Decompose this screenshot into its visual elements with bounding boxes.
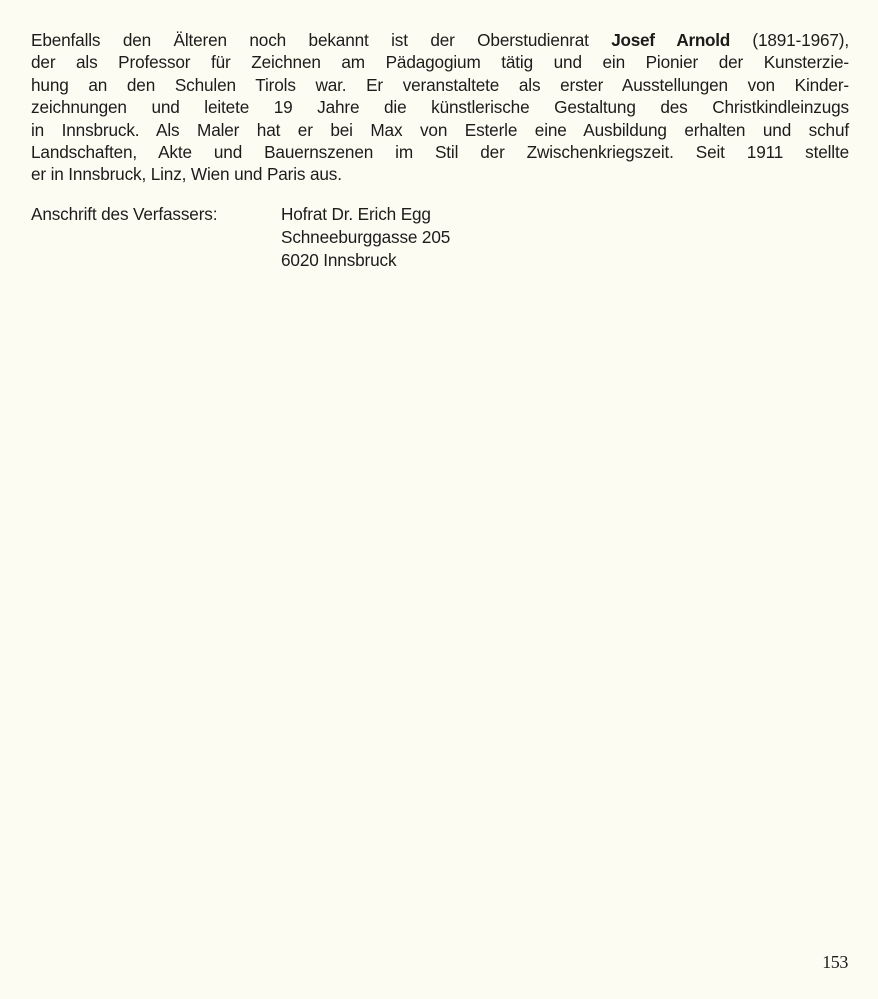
address-city: 6020 Innsbruck bbox=[281, 250, 397, 270]
address-label: Anschrift des Verfassers: bbox=[31, 204, 218, 224]
paragraph-line-2: der als Professor für Zeichnen am Pädagogium tätig und ein Pionier der Kunsterzie- bbox=[31, 52, 849, 73]
address-name: Hofrat Dr. Erich Egg bbox=[281, 204, 431, 224]
paragraph-line-3: hung an den Schulen Tirols war. Er veranstaltete als erster Ausstellungen von Kinder- bbox=[31, 74, 849, 95]
paragraph-line-7: er in Innsbruck, Linz, Wien und Paris aus. bbox=[31, 164, 342, 185]
line-1-text-after: (1891-1967), bbox=[729, 30, 849, 50]
paragraph-line-4: zeichnungen und leitete 19 Jahre die künstlerische Gestaltung des Christkindleinzugs bbox=[31, 97, 849, 118]
paragraph-line-6: Landschaften, Akte und Bauernszenen im Stil der Zwischenkriegszeit. Seit 1911 stellte bbox=[31, 142, 849, 163]
person-name-bold: Josef Arnold bbox=[611, 30, 730, 50]
paragraph-line-5: in Innsbruck. Als Maler hat er bei Max von Esterle eine Ausbildung erhalten und schuf bbox=[31, 119, 849, 140]
address-block bbox=[281, 203, 450, 272]
address-street: Schneeburggasse 205 bbox=[281, 227, 451, 247]
body-paragraph bbox=[31, 29, 849, 186]
page-number: 153 bbox=[822, 952, 848, 972]
line-1-text-before: Ebenfalls den Älteren noch bekannt ist der Oberstudienrat bbox=[31, 30, 612, 50]
paragraph-line-1 bbox=[31, 29, 849, 51]
